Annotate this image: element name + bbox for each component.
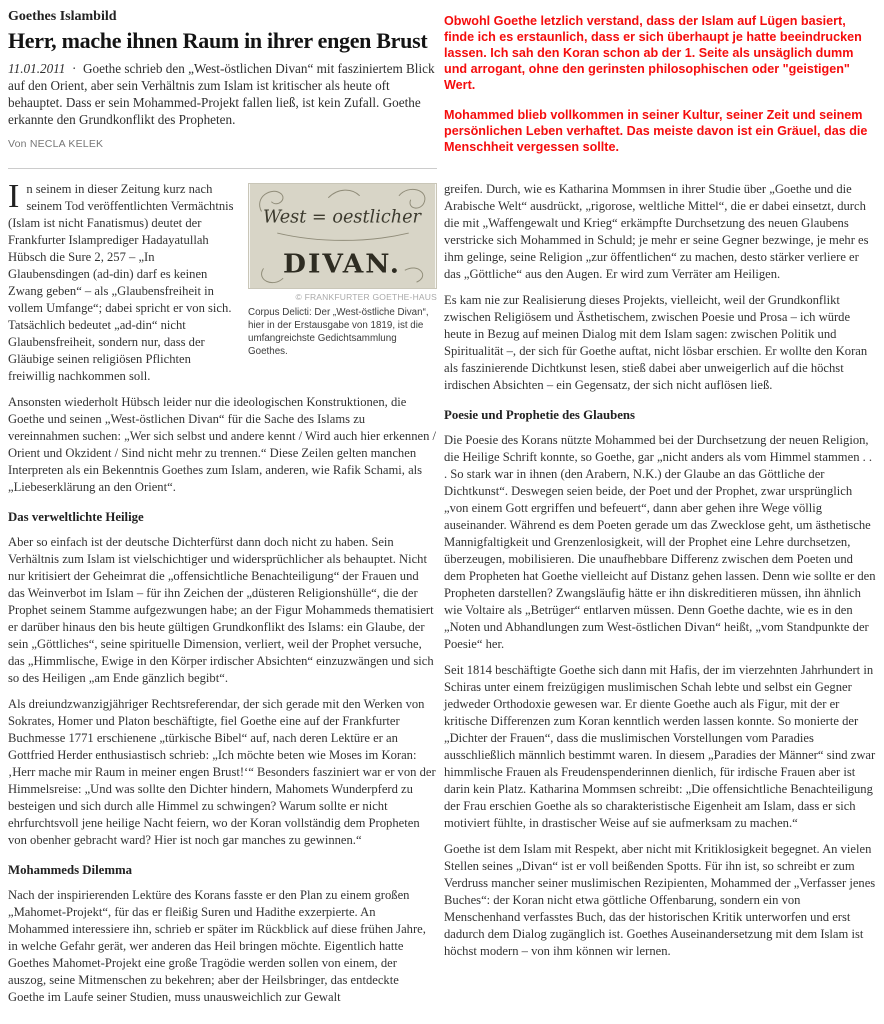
annotation-paragraph: Obwohl Goethe letzlich verstand, dass der Islam auf Lügen basiert, finde ich es erstaunlich, dass er sich überhaupt je hatte beeindrucken lassen. Ich sah den Koran schon ab der 1. Seite als unsäglich dumm und arrogant, ohne den gerinsten philosophischen oder "geistigen" Wert. [444,14,862,92]
article-headline: Herr, mache ihnen Raum in ihrer engen Brust [8,28,428,53]
article-kicker: Goethes Islambild [8,9,117,24]
article-dek [8,60,437,128]
body-paragraph: Seit 1814 beschäftigte Goethe sich dann mit Hafis, der im vierzehnten Jahrhundert in Schiras unter einem freizügigen muslimischen Schah lebte und selbst ein Gegner jedweder Orthodoxie gewesen war. Er diente Goethe auch als Figur, mit der er kritische Differenzen zum Koran kenntlich werden lassen konnte. So monierte der „Dichter der Frauen“, dass die muslimischen Vorstellungen vom Paradies ausschließlich männlich bestimmt waren. In diesem „Paradies der Männer“ sind zwar himmlische Frauen als Freudenspenderinnen dienlich, für irdische Frauen aber ist darin kein Platz. Katharina Mommsen schreibt: „Die offensichtliche Benachteiligung der Frau erschien Goethe als so charakteristische Eigenheit am Islam, dass er sich motiviert fühlte, in drastischer Weise auf sie aufmerksam zu machen.“ [444,663,876,830]
body-paragraph: Aber so einfach ist der deutsche Dichterfürst dann doch nicht zu haben. Sein Verhältnis zum Islam ist vielschichtiger und widersprüchlicher als behauptet. Nicht nur kritisiert der Geheimrat die „offensichtliche Benachteiligung“ der Frauen und das Weinverbot im Islam – für ihn Zeichen der „düsteren Religionshülle“, die der Prophet seinem Stamme aufgezwungen habe; an der Figur Mohammeds thematisiert er darüber hinaus den bis heute gültigen Grundkonflikt des Islams: ein Glaube, der sein „Göttliches“, seine spirituelle Dimension, verliert, weil der Prophet versuche, das „Himmlische, Ewige in den Körper irdischer Absichten“ einzuzwängen und sich so des Heiligen „am Ende gänzlich begibt“. [8,535,434,685]
body-paragraph: greifen. Durch, wie es Katharina Mommsen in ihrer Studie über „Goethe und die Arabische Welt“ ausdrückt, „rigorose, weltliche Mittel“, die er dabei einsetzt, durch die mit „Waffengewalt und Krieg“ erkämpfte Durchsetzung des neuen Glaubens verstricke sich Mohammed in Schuld; je mehr er seine Gegner bezwinge, je mehr es ihm gelinge, seine Religion „zur öffentlichen“ zu machen, desto stärker verliere er das „Göttliche“ aus den Augen. Er wird zum Verräter am Heiligen. [444,182,869,281]
body-paragraph: Ansonsten wiederholt Hübsch leider nur die ideologischen Konstruktionen, die Goethe und seinen „West-östlichen Divan“ für die Sache des Islams zu vereinnahmen suchen: „Wer sich selbst und andere kennt / Wird auch hier erkennen / Orient und Okzident / Sind nicht mehr zu trennen.“ Diese Zeilen gelten manchen Interpreten als ein Bekenntnis Goethes zum Islam, anderen, wie Rafik Schami, als „Liebeserklärung an den Orient“. [8,395,437,494]
figure-caption: Corpus Delicti: Der „West-östliche Divan“, hier in der Erstausgabe von 1819, ist die umfangreichste Gedichtsammlung Goethes. [248,307,429,357]
article-date: 11.01.2011 [8,61,66,76]
body-column-right [444,181,877,1015]
dropcap: I [8,178,20,215]
dek-separator: · [71,61,77,76]
top-row [8,8,877,169]
subhead-poesie-und-prophetie: Poesie und Prophetie des Glaubens [444,408,636,422]
article-byline: Von NECLA KELEK [8,138,104,150]
reader-annotation-block [444,8,877,169]
subhead-mohammeds-dilemma: Mohammeds Dilemma [8,863,133,877]
body-paragraph: Die Poesie des Korans nützte Mohammed bei der Durchsetzung der neuen Religion, die Heilige Schrift konnte, so Goethe, gar „nicht anders als vom Himmel stammen . . . So stark war in ihnen (den Arabern, N.K.) der Glaube an das Göttliche der Dichtkunst“. Deswegen seien beide, der Poet und der Prophet, zwar ursprünglich „von einem Gott ergriffen und befeuert“, dann aber gehen ihre Wege völlig auseinander. Während es dem Poeten gerade um das Zwecklose geht, um ästhetische Mannigfaltigkeit und Grenzenlosigkeit, will der Prophet eine Lehre durchsetzen, überzeugen, mobilisieren. Die unaufhebbare Differenz zwischen dem Poeten und dem Propheten hat Goethe vielleicht auf Distanz gehen lassen. Denn wie sollte er den Propheten darstellen? Zwangsläufig hätte er ihn diskreditieren müssen, ihn ähnlich wie Voltaire als „Betrüger“ entlarven müssen. Denn Goethe dachte, wie es in den „Noten und Abhandlungen zum West-östlichen Divan“ heißt, „vom Standpunkte der Poesie“ her. [444,433,876,651]
article-header [8,8,437,169]
divan-figure [248,183,437,358]
divan-cover-image [248,183,437,289]
body-paragraph: Es kam nie zur Realisierung dieses Projekts, vielleicht, weil der Grundkonflikt zwischen Religiösem und Ästhetischem, zwischen Poesie und Prosa – ich würde heute in Bezug auf meinen Dialog mit dem Islam sagen: zwischen Politik und Spiritualität –, der sich für Goethe auftat, nicht lösbar erschien. Er wollte den Koran als faszinierende Dichtkunst lesen, stieß dabei aber unweigerlich auf die höchst irdischen Absichten – ein Gegensatz, der sich nicht auflösen ließ. [444,293,868,392]
body-paragraph: Als dreiundzwanzigjähriger Rechtsreferendar, der sich gerade mit den Werken von Sokrates, Homer und Platon beschäftigte, fiel Goethe eine auf der Frankfurter Buchmesse 1771 erschienene „türkische Bibel“ auf, nach deren Lektüre er an Gottfried Herder enthusiastisch schrieb: „Ich möchte beten wie Moses im Koran: ‚Herr mache mir Raum in meiner engen Brust!‘“ Besonders fasziniert war er von der Himmelsreise: „Und was sollte den Dichter hindern, Mahomets Wunderpferd zu besteigen und sich durch alle Himmel zu schwingen? Warum sollte er nicht ehrfurchtsvoll jene heilige Nacht feiern, wo der Koran vollständig dem Propheten von obenher gebracht ward? Hier ist noch gar manches zu gewinnen.“ [8,697,436,847]
figure-credit: © FRANKFURTER GOETHE-HAUS [295,292,437,302]
divan-title-line1: West = oestlicher [263,207,422,228]
subhead-das-verweltlichte-heilige: Das verweltlichte Heilige [8,510,144,524]
body-paragraph: Goethe ist dem Islam mit Respekt, aber nicht mit Kritiklosigkeit begegnet. An vielen Stellen seines „Divan“ ist er voll beißenden Spotts. Für ihn ist, so schreibt er zum Verdruss mancher seiner muslimischen Rezipienten, Mohammed der „Verfasser jenes Buches“: der Koran nicht etwa göttliche Offenbarung, sondern ein von Menschenhand verfasstes Buch, das der historischen Kritik unterworfen und erst dadurch dem Dialog zugänglich ist. Goethes Auseinandersetzung mit dem Islam ist höchst modern – von ihm können wir lernen. [444,842,876,958]
annotation-paragraph: Mohammed blieb vollkommen in seiner Kultur, seiner Zeit und seinem persönlichen Leben verhaftet. Das meiste davon ist ein Gräuel, das die Menschheit vergessen sollte. [444,108,868,154]
paragraph-text: n seinem in dieser Zeitung kurz nach seinem Tod veröffentlichten Vermächtnis (Islam ist nicht Fanatismus) deutet der Frankfurter Islamprediger Hadayatullah Hübsch die Sure 2, 257 – „In Glaubensdingen (ad-din) darf es keinen Zwang geben“ – als „Glaubensfreiheit in vollem Umfange“; dabei spricht er von sich. Tatsächlich bedeutet „ad-din“ nicht Glaubensfreiheit, sondern nur, dass der Gläubige seinen religiösen Pflichten freiwillig nachkommen soll. [8,182,234,383]
body-column-left [8,178,437,1015]
body-paragraph: Nach der inspirierenden Lektüre des Korans fasste er den Plan zu einem großen „Mahomet-Projekt“, für das er fleißig Suren und Hadithe exzerpierte. An Mohammed interessiere ihn, schrieb er später im Rückblick auf diese frühen Jahre, in welche Gefahr gerät, wer anderen das Heil bringen möchte. Eigentlich hatte Goethes Mahomet-Projekt eine große Tragödie werden sollen von einem, der auszog, seine Mitmenschen zu bekehren; aber der Heilsbringer, das entdeckte Goethe im Laufe seiner Studien, muss unausweichlich zur Gewalt [8,888,426,1004]
divan-title-line2: DIVAN. [283,248,401,280]
dek-text: Goethe schrieb den „West-östlichen Divan“ mit fasziniertem Blick auf den Orient, aber sein Verhältnis zum Islam ist kritischer als heute oft behauptet. Dass er sein Mohammed-Projekt fallen ließ, ist kein Zufall. Goethe erkannte den Grundkonflikt des Propheten. [8,61,435,127]
article-body [8,178,877,1015]
